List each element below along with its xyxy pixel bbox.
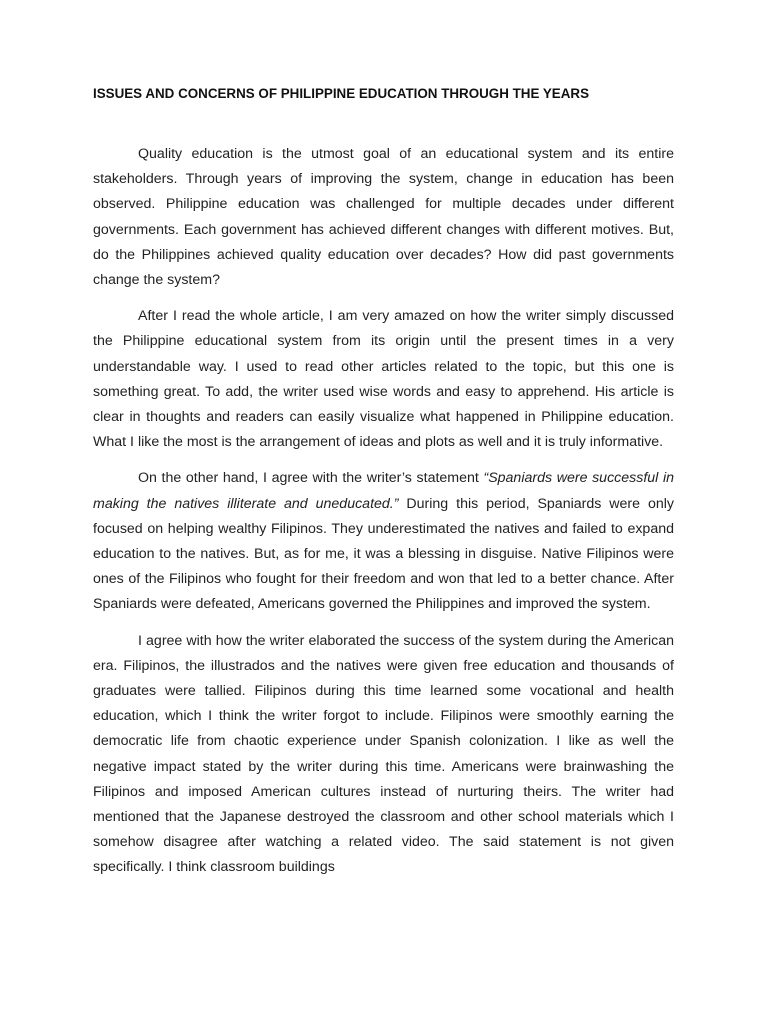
paragraph-3-lead: On the other hand, I agree with the writer’s statement [138,470,484,487]
document-title: ISSUES AND CONCERNS OF PHILIPPINE EDUCATION THROUGH THE YEARS [93,86,589,101]
document-body [93,142,674,892]
paragraph-3 [93,466,674,617]
paragraph-4: I agree with how the writer elaborated the success of the system during the American era. Filipinos, the illustrados and the natives were given free education and thousands of graduates were tallied. Filipinos during this time learned some vocational and health education, which I think the writer forgot to include. Filipinos were smoothly earning the democratic life from chaotic experience under Spanish colonization. I like as well the negative impact stated by the writer during this time. Americans were brainwashing the Filipinos and imposed American cultures instead of nurturing theirs. The writer had mentioned that the Japanese destroyed the classroom and other school materials which I somehow disagree after watching a related video. The said statement is not given specifically. I think classroom buildings [93,632,674,876]
paragraph-3-quote: “Spaniards were successful in making the natives illiterate and uneducated.” [93,470,674,512]
paragraph-2: After I read the whole article, I am very amazed on how the writer simply discussed the Philippine educational system from its origin until the present times in a very understandable way. I used to read other articles related to the topic, but this one is something great. To add, the writer used wise words and easy to apprehend. His article is clear in thoughts and readers can easily visualize what happened in Philippine education. What I like the most is the arrangement of ideas and plots as well and it is truly informative. [93,308,674,451]
paragraph-1: Quality education is the utmost goal of an educational system and its entire stakeholders. Through years of improving the system, change in education has been observed. Philippine education was challenged for multiple decades under different governments. Each government has achieved different changes with different motives. But, do the Philippines achieved quality education over decades? How did past governments change the system? [93,146,674,289]
paragraph-3-rest: During this period, Spaniards were only focused on helping wealthy Filipinos. They underestimated the natives and failed to expand education to the natives. But, as for me, it was a blessing in disguise. Native Filipinos were ones of the Filipinos who fought for their freedom and won that led to a better chance. After Spaniards were defeated, Americans governed the Philippines and improved the system. [93,495,674,613]
